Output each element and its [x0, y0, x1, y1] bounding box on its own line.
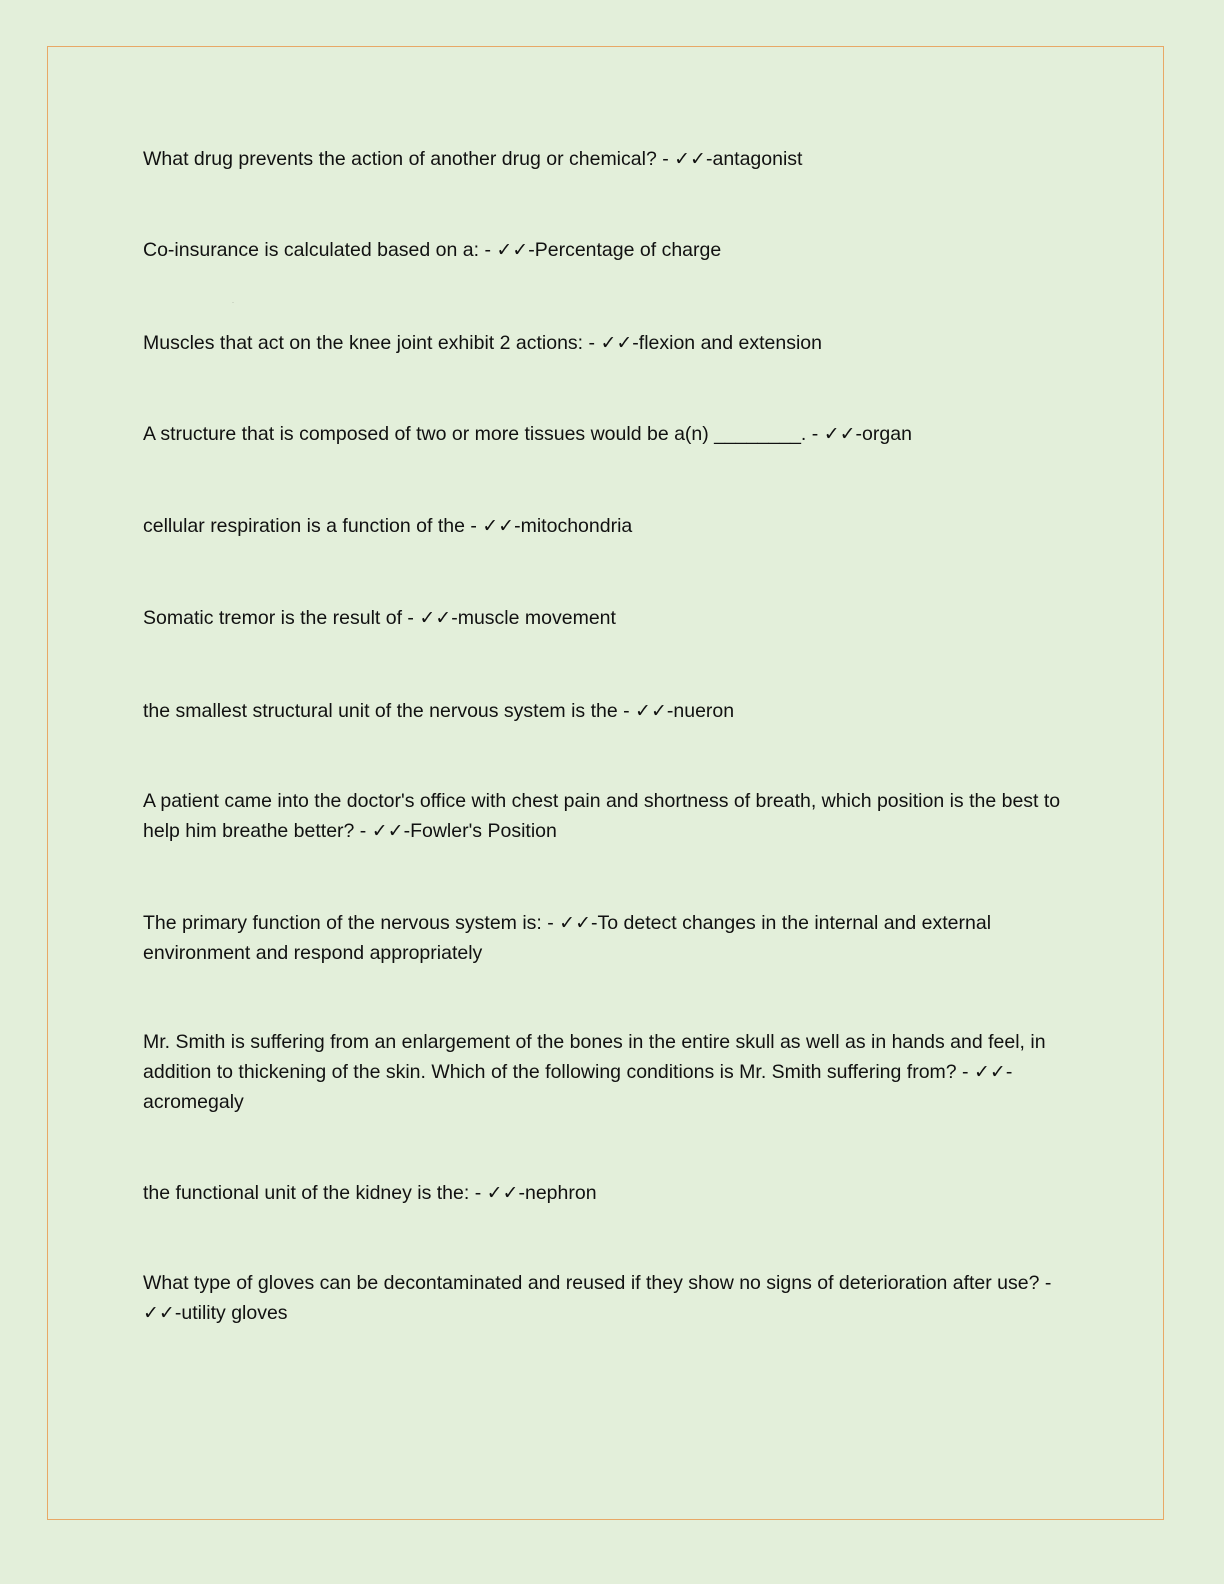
- qa-item: [143, 235, 1083, 265]
- answer-text: nueron: [673, 700, 735, 722]
- question-text: A structure that is composed of two or more tissues would be a(n) ________.: [143, 423, 807, 445]
- question-text: Co-insurance is calculated based on a:: [143, 239, 480, 261]
- answer-prefix: -: [666, 700, 674, 722]
- answer-prefix: -: [403, 820, 411, 842]
- separator: -: [617, 700, 636, 722]
- answer-prefix: -: [705, 148, 713, 170]
- qa-item: [143, 786, 1083, 846]
- check-icon: ✓✓: [559, 912, 592, 934]
- answer-prefix: -: [514, 515, 521, 537]
- answer-text: flexion and extension: [638, 332, 822, 354]
- check-icon: ✓✓: [674, 148, 706, 170]
- answer-text: muscle movement: [457, 607, 616, 629]
- answer-prefix: -: [1005, 1061, 1013, 1083]
- separator: -: [479, 239, 497, 261]
- answer-text: nephron: [524, 1182, 597, 1204]
- qa-item: [143, 1027, 1083, 1117]
- separator: -: [464, 515, 483, 537]
- answer-text: acromegaly: [143, 1091, 244, 1113]
- question-text: Mr. Smith is suffering from an enlargement of the bones in the entire skull as well as in hands and feel, in addition to thickening of the skin. Which of the following conditions is Mr. Smith suffering from?: [143, 1031, 1046, 1083]
- check-icon: ✓✓: [600, 332, 633, 354]
- check-icon: ✓✓: [823, 423, 856, 445]
- answer-prefix: -: [855, 423, 863, 445]
- qa-item: [143, 908, 1083, 968]
- separator: -: [956, 1061, 974, 1083]
- question-text: cellular respiration is a function of the: [143, 515, 465, 537]
- question-text: the functional unit of the kidney is the:: [143, 1182, 470, 1204]
- separator: -: [1039, 1272, 1052, 1294]
- check-icon: ✓✓: [143, 1302, 175, 1324]
- question-text: What type of gloves can be decontaminated and reused if they show no signs of deterioration after use?: [143, 1272, 1040, 1294]
- separator: -: [469, 1182, 487, 1204]
- question-text: Somatic tremor is the result of: [143, 607, 403, 629]
- answer-text: Percentage of charge: [534, 239, 722, 261]
- question-text: What drug prevents the action of another drug or chemical?: [143, 148, 657, 170]
- qa-item: [143, 696, 1083, 726]
- question-text: A patient came into the doctor's office with chest pain and shortness of breath, which position is the best to help him breathe better?: [143, 790, 1061, 842]
- qa-item: [143, 419, 1083, 449]
- answer-text: antagonist: [712, 148, 803, 170]
- separator: -: [583, 332, 601, 354]
- separator: -: [541, 912, 560, 934]
- qa-item: [143, 1178, 1083, 1208]
- answer-prefix: -: [591, 912, 598, 934]
- separator: -: [806, 423, 824, 445]
- check-icon: ✓✓: [482, 515, 515, 537]
- answer-text: To detect changes in the internal and external environment and respond appropriately: [143, 912, 992, 964]
- answer-text: organ: [862, 423, 912, 445]
- answer-text: utility gloves: [181, 1302, 288, 1324]
- check-icon: ✓✓: [496, 239, 529, 261]
- answer-prefix: -: [518, 1182, 525, 1204]
- faint-mark: [232, 302, 234, 303]
- qa-item: [143, 328, 1083, 358]
- separator: -: [402, 607, 420, 629]
- qa-item: [143, 511, 1083, 541]
- answer-text: mitochondria: [520, 515, 633, 537]
- check-icon: ✓✓: [486, 1182, 519, 1204]
- check-icon: ✓✓: [973, 1061, 1006, 1083]
- question-text: The primary function of the nervous system is:: [143, 912, 542, 934]
- qa-item: [143, 1268, 1083, 1328]
- separator: -: [656, 148, 675, 170]
- answer-prefix: -: [632, 332, 639, 354]
- qa-item: [143, 603, 1083, 633]
- check-icon: ✓✓: [371, 820, 404, 842]
- answer-prefix: -: [451, 607, 458, 629]
- qa-item: [143, 144, 1083, 174]
- question-text: the smallest structural unit of the nervous system is the: [143, 700, 618, 722]
- answer-prefix: -: [174, 1302, 182, 1324]
- answer-prefix: -: [528, 239, 535, 261]
- question-text: Muscles that act on the knee joint exhibit 2 actions:: [143, 332, 584, 354]
- separator: -: [354, 820, 372, 842]
- check-icon: ✓✓: [419, 607, 452, 629]
- check-icon: ✓✓: [635, 700, 667, 722]
- answer-text: Fowler's Position: [410, 820, 557, 842]
